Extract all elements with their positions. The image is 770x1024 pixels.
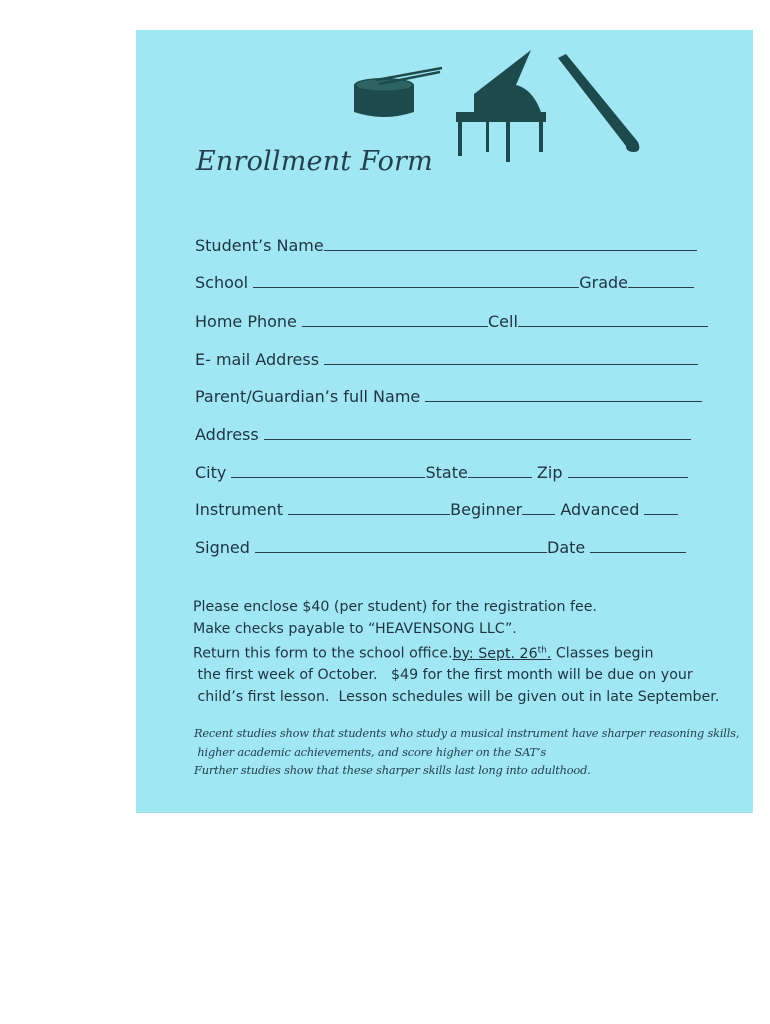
address-field[interactable] (264, 425, 691, 440)
advanced-field[interactable] (644, 500, 678, 515)
instruction-line: Make checks payable to “HEAVENSONG LLC”. (193, 620, 517, 637)
signed-label: Signed (195, 538, 250, 557)
instruction-line: Please enclose $40 (per student) for the registration fee. (193, 599, 597, 615)
email-field[interactable] (324, 350, 698, 365)
date-label: Date (547, 538, 586, 557)
email-row (195, 350, 698, 369)
home-phone-field[interactable] (302, 312, 488, 327)
school-row (195, 273, 694, 292)
instrument-field[interactable] (288, 500, 450, 515)
address-label: Address (195, 425, 259, 444)
instrument-row (195, 500, 678, 519)
address-row (195, 425, 691, 444)
beginner-field[interactable] (522, 500, 555, 515)
clarinet-icon (558, 54, 639, 152)
school-label: School (195, 273, 249, 292)
student-name-field[interactable] (324, 236, 697, 251)
student-name-row (195, 236, 697, 255)
school-field[interactable] (253, 273, 579, 288)
grand-piano-icon (456, 50, 546, 162)
grade-label: Grade (579, 273, 628, 292)
cell-field[interactable] (518, 312, 708, 327)
instrument-label: Instrument (195, 500, 284, 519)
enrollment-form-sheet (136, 30, 753, 813)
email-label: E- mail Address (195, 350, 320, 369)
instruction-line: child’s first lesson. Lesson schedules will be given out in late September. (193, 688, 720, 705)
city-field[interactable] (231, 463, 425, 478)
signature-field[interactable] (255, 538, 547, 553)
note-line: Recent studies show that students who study a musical instrument have sharper reasoning skills, (194, 726, 740, 740)
grade-field[interactable] (628, 273, 694, 288)
parent-name-field[interactable] (425, 387, 702, 402)
beginner-label: Beginner (450, 500, 523, 519)
state-field[interactable] (468, 463, 532, 478)
note-line: Further studies show that these sharper skills last long into adulthood. (194, 763, 591, 777)
phone-row (195, 312, 708, 331)
deadline-text: by: Sept. 26th. (452, 645, 552, 662)
city-label: City (195, 463, 227, 482)
home-phone-label: Home Phone (195, 312, 297, 331)
student-name-label: Student’s Name (195, 236, 324, 255)
instruction-line: Return this form to the school office.by: Sept. 26th. Classes begin (193, 645, 654, 662)
parent-name-row (195, 387, 702, 406)
city-row (195, 463, 688, 482)
date-field[interactable] (590, 538, 686, 553)
page-title: Enrollment Form (196, 146, 433, 177)
instruction-line: the first week of October. $49 for the first month will be due on your (193, 667, 693, 684)
zip-field[interactable] (568, 463, 688, 478)
state-label: State (425, 463, 468, 482)
note-line: higher academic achievements, and score higher on the SAT’s (194, 744, 546, 759)
research-note (194, 724, 739, 780)
zip-label: Zip (536, 463, 563, 482)
cell-label: Cell (488, 312, 518, 331)
advanced-label: Advanced (560, 500, 640, 519)
parent-name-label: Parent/Guardian’s full Name (195, 387, 421, 406)
drum-icon (354, 68, 442, 117)
instructions-paragraph (193, 597, 719, 708)
signature-row (195, 538, 686, 557)
